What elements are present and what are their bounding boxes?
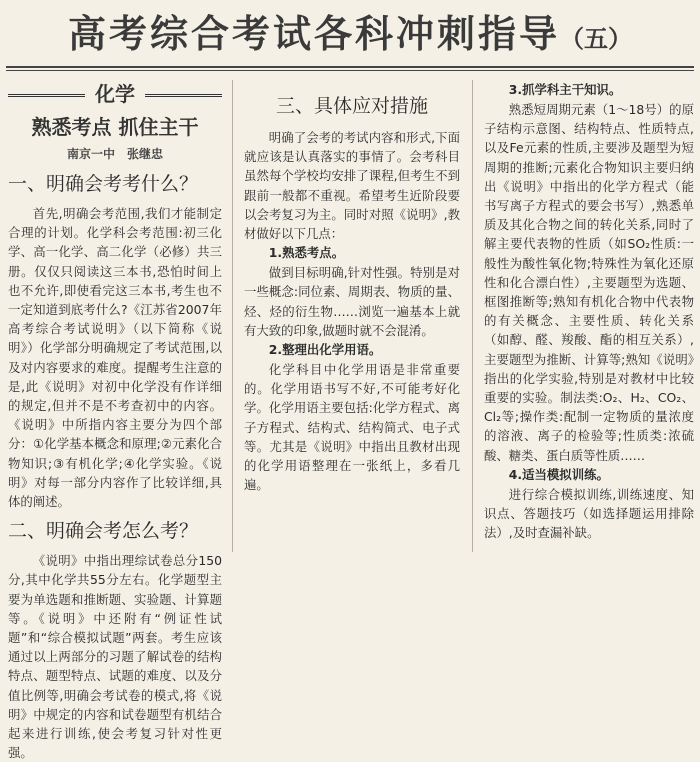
headline-rule-top — [6, 66, 694, 68]
headline-issue-number: （五） — [560, 25, 632, 53]
headline-title: 高考综合考试各科冲刺指导 — [67, 12, 560, 56]
section-3-heading: 三、具体应对措施 — [276, 95, 429, 117]
article-column-2 — [244, 80, 460, 494]
article-byline: 南京一中 张继忠 — [66, 147, 163, 161]
kicker-rule-left — [8, 94, 85, 97]
column-divider — [232, 80, 233, 552]
article-column-1 — [8, 80, 222, 762]
section-1-paragraph: 首先,明确会考范围,我们才能制定合理的计划。化学科会考范围:初三化学、高一化学、高二化学（必修）共三册。仅仅只阅读这三本书,恐怕时间上也不允许,即使看完这三本书,考生也不一定知道到底考什么?《江苏省2007年高考综合考试说明》（以下简称《说明》）化学部分明确规定了考试范围,以及对内容要求的难度。提醒考生注意的是,此《说明》对初中化学没有作详细的规定,但并不是不考查初中的内容。《说明》中所指内容主要分为四个部分：①化学基本概念和原理;②元素化合物知识;③有机化学;④化学实验。《说明》对每一部分内容作了比较详细,具体的阐述。 — [8, 206, 222, 510]
measure-4-title: 4.适当模拟训练。 — [508, 466, 609, 482]
measure-2-text: 化学科目中化学用语是非常重要的。化学用语书写不好,不可能考好化学。化学用语主要包括:化学方程式、离子方程式、结构式、结构简式、电子式等。尤其是《说明》中指出且教材出现的化学用语整理在一张纸上，多看几遍。 — [244, 362, 460, 493]
measure-3-text: 熟悉短周期元素（1～18号）的原子结构示意图、结构特点、性质特点,以及Fe元素的性质,主要涉及题型为短周期的推断;元素化合物知识主要归纳出《说明》中指出的化学方程式（能书写离子方程式的要会书写）,熟悉单质及其化合物之间的转化关系,同时了解主要代表物的性质（如SO₂性质:一般性为酸性氧化物;特殊性为氧化还原性和化合漂白性）,主要题型为选题、框图推断等;熟知有机化合物中代表物的有关概念、主要性质、转化关系（如醇、醛、羧酸、酯的相互关系）,主要题型为推断、计算等;熟知《说明》指出的化学实验,特别是对教材中比较重要的实验。制法类:O₂、H₂、CO₂、Cl₂等;操作类:配制一定物质的量浓度的溶液、离子的检验等;性质类:浓硫酸、糖类、蛋白质等性质…… — [484, 102, 694, 463]
article-column-3 — [484, 80, 694, 542]
measure-1-title: 1.熟悉考点。 — [268, 245, 345, 261]
subject-kicker: 化学 — [95, 82, 135, 107]
section-3-intro: 明确了会考的考试内容和形式,下面就应该是认真落实的事情了。会考科目虽然每个学校均安排了课程,但考生不到跟前一般都不重视。希望考生近阶段要以会考复习为主。同时对照《说明》,教材做好以下几点： — [244, 130, 460, 242]
kicker-rule-right — [145, 94, 222, 97]
section-1-heading: 一、明确会考考什么？ — [8, 173, 199, 195]
subject-kicker-row — [8, 80, 222, 110]
section-2-heading: 二、明确会考怎么考？ — [8, 520, 199, 543]
column-divider — [472, 80, 473, 552]
section-2-paragraph: 《说明》中指出理综试卷总分150分,其中化学共55分左右。化学题型主要为单选题和推断题、实验题、计算题等。《说明》中还附有“例证性试题”和“综合模拟试题”两套。考生应该通过以上两部分的习题了解试卷的结构特点、题型特点、试题的难度、以及分值比例等,明确会考试卷的模式,将《说明》中规定的内容和试卷题型有机结合起来进行训练,使会考复习针对性更强。 — [8, 553, 222, 761]
newspaper-headline — [0, 8, 700, 60]
measure-1-text: 做到目标明确,针对性强。特别是对一些概念:同位素、周期表、物质的量、烃、烃的衍生物……浏览一遍基本上就有大致的印象,做题时就不会混淆。 — [244, 265, 460, 338]
measure-2-title: 2.整理出化学用语。 — [268, 342, 382, 358]
article-subtitle: 熟悉考点 抓住主干 — [31, 115, 199, 139]
measure-3-title: 3.抓学科主干知识。 — [508, 82, 622, 97]
headline-rule-bottom — [6, 70, 694, 71]
measure-4-text: 进行综合模拟训练,训练速度、知识点、答题技巧（如选择题运用排除法）,及时查漏补缺。 — [484, 486, 694, 541]
